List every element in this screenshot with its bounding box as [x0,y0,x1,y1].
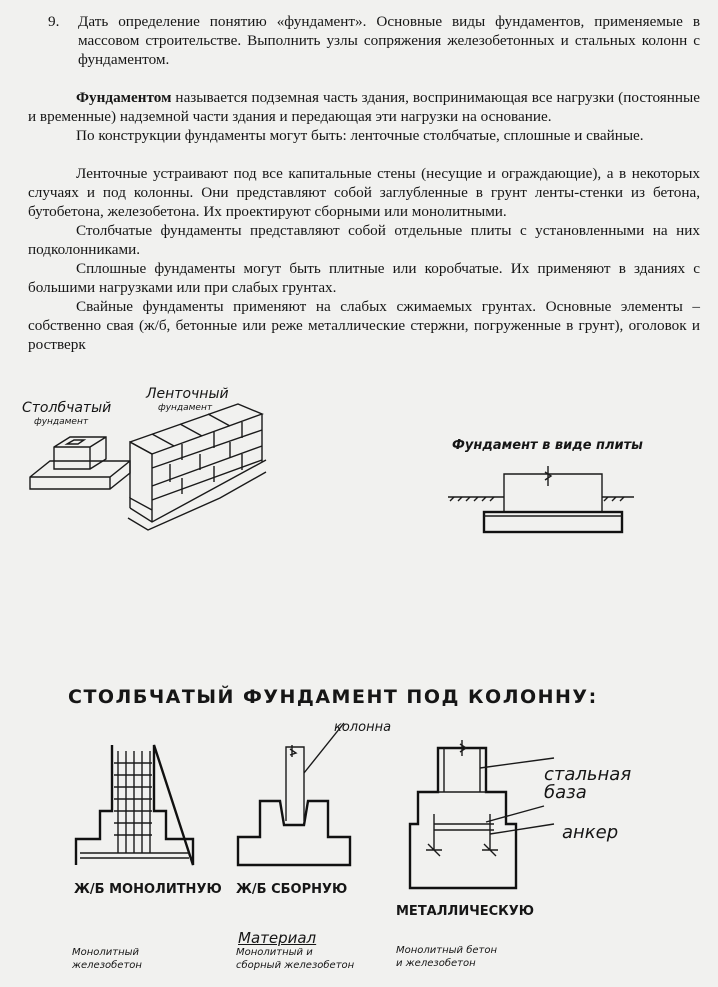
callout-column: колонна [334,720,392,735]
question-number: 9. [48,13,60,30]
strip-sketch-sublabel: фундамент [158,403,213,413]
type-metal: МЕТАЛЛИЧЕСКУЮ [396,904,535,919]
paragraph-pile: Свайные фундаменты применяют на слабых сжимаемых грунтах. Основные элементы – собственно свая (ж/б, бетонные или реже металлические стержни, погруженные в грунт), оголовок и ростверк [28,298,700,353]
column-foundation-heading: СТОЛБЧАТЫЙ ФУНДАМЕНТ ПОД КОЛОННУ: [68,686,598,708]
strip-sketch-label: Ленточный [146,386,229,402]
column-sketch-label: Столбчатый [22,400,112,416]
question-text: Дать определение понятию «фундамент». Основные виды фундаментов, применяемые в массовом строительстве. Выполнить узлы сопряжения железобетонных и стальных колонн с фундаментом. [78,13,700,68]
material-metal: Монолитный бетон и железобетон [396,945,498,969]
definition-paragraph [28,88,700,126]
paragraph-strip: Ленточные устраивают под все капитальные стены (несущие и ограждающие), а в некоторых случаях и под колонны. Они представляют собой заглубленные в грунт ленты-стенки из бетона, бутобетона, железобетона. Их проектируют сборными или монолитными. [28,165,700,220]
paragraph-types: По конструкции фундаменты могут быть: ленточные столбчатые, сплошные и свайные. [76,127,644,144]
precast-rc-detail [234,745,354,870]
callout-anchor: анкер [562,822,619,843]
material-title: Материал [238,929,317,947]
monolithic-rc-detail [72,745,197,870]
slab-sketch-label: Фундамент в виде плиты [452,438,643,453]
definition-text: называется подземная часть здания, воспринимающая все нагрузки (постоянные и временные) надземной части здания и передающая эти нагрузки на основание. [28,89,700,125]
paragraph-column: Столбчатые фундаменты представляют собой отдельные плиты с установленными на них подколонниками. [28,222,700,258]
definition-term: Фундаментом [76,89,172,106]
metal-column-detail [404,738,534,898]
slab-foundation-sketch [446,466,636,536]
paragraph-solid: Сплошные фундаменты могут быть плитные или коробчатые. Их применяют в зданиях с большими нагрузками или при слабых грунтах. [28,260,700,296]
material-precast: Монолитный и сборный железобетон [236,947,355,971]
strip-foundation-sketch [122,402,272,532]
callout-steel-base: стальная база [544,764,632,803]
type-monolithic: Ж/Б МОНОЛИТНУЮ [74,882,222,897]
question-block [28,12,700,69]
type-precast: Ж/Б СБОРНУЮ [236,882,348,897]
material-monolithic: Монолитный железобетон [72,947,142,971]
column-sketch-sublabel: фундамент [34,417,89,427]
